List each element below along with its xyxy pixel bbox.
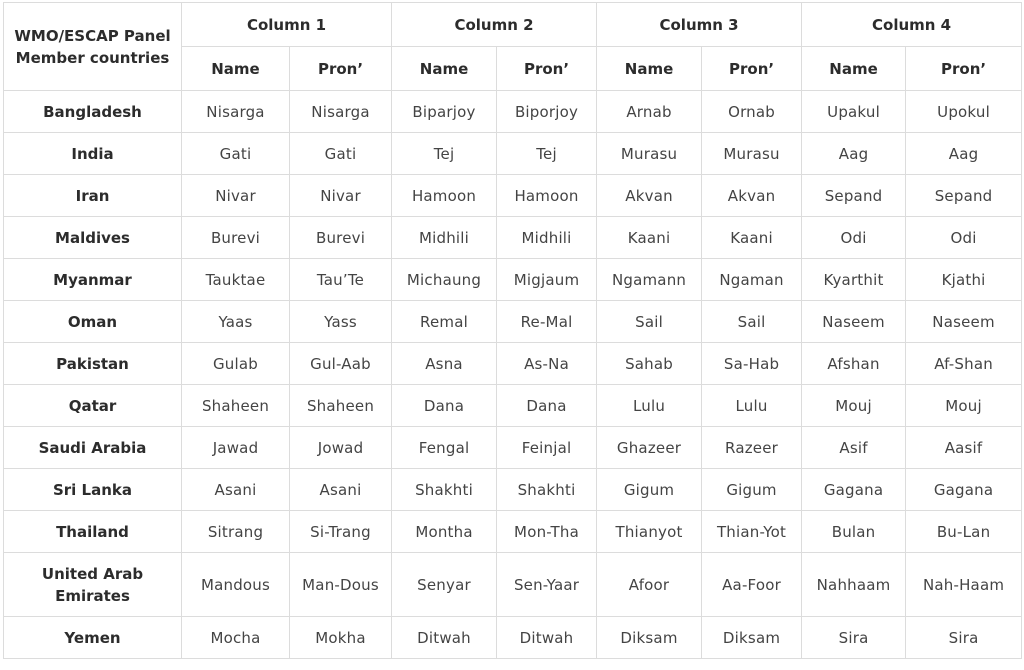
cyclone-names-table (3, 2, 1022, 659)
pronunciation-cell: Re-Mal (497, 301, 597, 343)
cyclone-name-cell: Asani (182, 469, 290, 511)
country-cell: Saudi Arabia (4, 427, 182, 469)
cyclone-name-cell: Senyar (392, 553, 497, 617)
pronunciation-cell: Sail (702, 301, 802, 343)
pronunciation-cell: Nisarga (290, 91, 392, 133)
header-row-groups (4, 3, 1022, 47)
panel-header: WMO/ESCAP Panel Member countries (4, 3, 182, 91)
cyclone-name-cell: Murasu (597, 133, 702, 175)
pronunciation-cell: Aasif (906, 427, 1022, 469)
pronunciation-cell: Naseem (906, 301, 1022, 343)
country-cell: Bangladesh (4, 91, 182, 133)
table-row (4, 133, 1022, 175)
pronunciation-cell: Lulu (702, 385, 802, 427)
pronunciation-cell: Midhili (497, 217, 597, 259)
pronunciation-cell: Yass (290, 301, 392, 343)
table-row (4, 553, 1022, 617)
pronunciation-cell: Feinjal (497, 427, 597, 469)
pronunciation-cell: Tej (497, 133, 597, 175)
cyclone-name-cell: Gati (182, 133, 290, 175)
cyclone-name-cell: Sitrang (182, 511, 290, 553)
pronunciation-cell: Ngaman (702, 259, 802, 301)
pronunciation-cell: Mon-Tha (497, 511, 597, 553)
column-group-header: Column 2 (392, 3, 597, 47)
cyclone-name-cell: Lulu (597, 385, 702, 427)
pronunciation-cell: Thian-Yot (702, 511, 802, 553)
pronunciation-cell: Tau’Te (290, 259, 392, 301)
table-row (4, 217, 1022, 259)
table-row (4, 511, 1022, 553)
pronunciation-cell: Ditwah (497, 617, 597, 659)
cyclone-name-cell: Gagana (802, 469, 906, 511)
country-cell: United Arab Emirates (4, 553, 182, 617)
pronunciation-cell: Dana (497, 385, 597, 427)
pronunciation-cell: Mokha (290, 617, 392, 659)
country-cell: Pakistan (4, 343, 182, 385)
cyclone-name-cell: Michaung (392, 259, 497, 301)
column-group-header: Column 4 (802, 3, 1022, 47)
country-cell: Iran (4, 175, 182, 217)
cyclone-name-cell: Midhili (392, 217, 497, 259)
cyclone-name-cell: Asif (802, 427, 906, 469)
pronunciation-cell: Nivar (290, 175, 392, 217)
pronunciation-cell: Kjathi (906, 259, 1022, 301)
pronunciation-subheader: Pron’ (702, 47, 802, 91)
pronunciation-cell: Nah-Haam (906, 553, 1022, 617)
pronunciation-cell: Razeer (702, 427, 802, 469)
cyclone-name-cell: Burevi (182, 217, 290, 259)
table-body (4, 91, 1022, 659)
pronunciation-cell: Gigum (702, 469, 802, 511)
cyclone-name-cell: Arnab (597, 91, 702, 133)
pronunciation-cell: Shakhti (497, 469, 597, 511)
cyclone-name-cell: Gigum (597, 469, 702, 511)
pronunciation-cell: As-Na (497, 343, 597, 385)
pronunciation-cell: Shaheen (290, 385, 392, 427)
pronunciation-cell: Burevi (290, 217, 392, 259)
pronunciation-subheader: Pron’ (497, 47, 597, 91)
cyclone-name-cell: Sira (802, 617, 906, 659)
pronunciation-cell: Sen-Yaar (497, 553, 597, 617)
cyclone-name-cell: Upakul (802, 91, 906, 133)
table-row (4, 385, 1022, 427)
cyclone-name-cell: Tauktae (182, 259, 290, 301)
cyclone-name-cell: Kyarthit (802, 259, 906, 301)
pronunciation-cell: Ornab (702, 91, 802, 133)
pronunciation-cell: Sa-Hab (702, 343, 802, 385)
cyclone-name-cell: Shakhti (392, 469, 497, 511)
pronunciation-cell: Man-Dous (290, 553, 392, 617)
name-subheader: Name (182, 47, 290, 91)
country-cell: Yemen (4, 617, 182, 659)
country-cell: Oman (4, 301, 182, 343)
pronunciation-subheader: Pron’ (290, 47, 392, 91)
cyclone-name-cell: Remal (392, 301, 497, 343)
cyclone-name-cell: Biparjoy (392, 91, 497, 133)
name-subheader: Name (597, 47, 702, 91)
table-row (4, 259, 1022, 301)
table-row (4, 301, 1022, 343)
pronunciation-cell: Gati (290, 133, 392, 175)
cyclone-name-cell: Sepand (802, 175, 906, 217)
pronunciation-cell: Hamoon (497, 175, 597, 217)
cyclone-name-cell: Shaheen (182, 385, 290, 427)
country-cell: Maldives (4, 217, 182, 259)
cyclone-name-cell: Fengal (392, 427, 497, 469)
cyclone-name-cell: Montha (392, 511, 497, 553)
cyclone-name-cell: Nahhaam (802, 553, 906, 617)
table-row (4, 469, 1022, 511)
country-cell: Thailand (4, 511, 182, 553)
cyclone-name-cell: Sahab (597, 343, 702, 385)
cyclone-name-cell: Afoor (597, 553, 702, 617)
pronunciation-cell: Si-Trang (290, 511, 392, 553)
country-cell: Sri Lanka (4, 469, 182, 511)
pronunciation-cell: Gagana (906, 469, 1022, 511)
table-row (4, 617, 1022, 659)
cyclone-name-cell: Mandous (182, 553, 290, 617)
pronunciation-cell: Af-Shan (906, 343, 1022, 385)
cyclone-name-cell: Gulab (182, 343, 290, 385)
cyclone-name-cell: Mocha (182, 617, 290, 659)
cyclone-name-cell: Ngamann (597, 259, 702, 301)
cyclone-name-cell: Asna (392, 343, 497, 385)
pronunciation-cell: Jowad (290, 427, 392, 469)
cyclone-name-cell: Ditwah (392, 617, 497, 659)
pronunciation-cell: Upokul (906, 91, 1022, 133)
cyclone-name-cell: Mouj (802, 385, 906, 427)
table-row (4, 427, 1022, 469)
country-cell: Myanmar (4, 259, 182, 301)
pronunciation-cell: Kaani (702, 217, 802, 259)
cyclone-name-cell: Thianyot (597, 511, 702, 553)
cyclone-name-cell: Dana (392, 385, 497, 427)
table-row (4, 91, 1022, 133)
cyclone-name-cell: Nisarga (182, 91, 290, 133)
table-row (4, 343, 1022, 385)
pronunciation-cell: Gul-Aab (290, 343, 392, 385)
cyclone-name-cell: Odi (802, 217, 906, 259)
cyclone-name-cell: Ghazeer (597, 427, 702, 469)
country-cell: India (4, 133, 182, 175)
pronunciation-cell: Mouj (906, 385, 1022, 427)
pronunciation-cell: Asani (290, 469, 392, 511)
pronunciation-cell: Sira (906, 617, 1022, 659)
cyclone-name-cell: Tej (392, 133, 497, 175)
pronunciation-cell: Migjaum (497, 259, 597, 301)
name-subheader: Name (392, 47, 497, 91)
table-row (4, 175, 1022, 217)
cyclone-name-cell: Jawad (182, 427, 290, 469)
cyclone-name-cell: Akvan (597, 175, 702, 217)
pronunciation-cell: Sepand (906, 175, 1022, 217)
cyclone-name-cell: Bulan (802, 511, 906, 553)
pronunciation-cell: Akvan (702, 175, 802, 217)
cyclone-name-cell: Aag (802, 133, 906, 175)
pronunciation-cell: Aa-Foor (702, 553, 802, 617)
pronunciation-cell: Murasu (702, 133, 802, 175)
cyclone-name-cell: Afshan (802, 343, 906, 385)
cyclone-name-cell: Naseem (802, 301, 906, 343)
name-subheader: Name (802, 47, 906, 91)
country-cell: Qatar (4, 385, 182, 427)
pronunciation-cell: Bu-Lan (906, 511, 1022, 553)
cyclone-name-cell: Nivar (182, 175, 290, 217)
cyclone-name-cell: Kaani (597, 217, 702, 259)
cyclone-name-cell: Hamoon (392, 175, 497, 217)
pronunciation-subheader: Pron’ (906, 47, 1022, 91)
column-group-header: Column 1 (182, 3, 392, 47)
column-group-header: Column 3 (597, 3, 802, 47)
pronunciation-cell: Odi (906, 217, 1022, 259)
cyclone-name-cell: Diksam (597, 617, 702, 659)
pronunciation-cell: Diksam (702, 617, 802, 659)
pronunciation-cell: Aag (906, 133, 1022, 175)
cyclone-name-cell: Yaas (182, 301, 290, 343)
cyclone-name-cell: Sail (597, 301, 702, 343)
pronunciation-cell: Biporjoy (497, 91, 597, 133)
